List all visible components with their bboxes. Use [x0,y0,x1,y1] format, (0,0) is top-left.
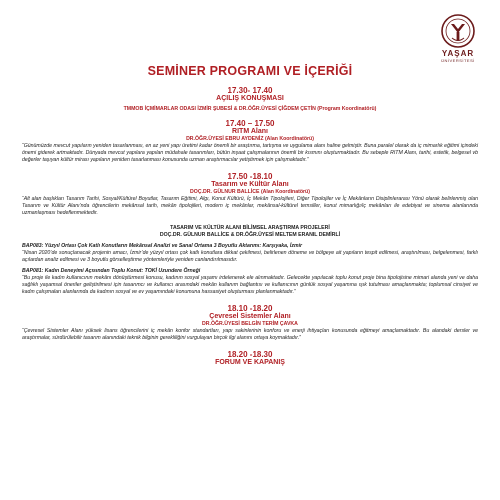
section-design-culture [22,172,478,217]
environmental-heading: Çevresel Sistemler Alanı [209,313,291,320]
environmental-time: 18.10 -18.20 [227,304,273,313]
opening-time: 17.30- 17.40 [227,86,273,95]
program-content [22,86,478,367]
projects-researchers: DOÇ.DR. GÜLNUR BALLİCE & DR.ÖĞR.ÜYESİ MELTEM ERANIL DEMİRLİ [159,232,341,238]
logo-brand: YAŞAR [441,49,475,58]
ritm-heading: RITM Alanı [232,128,268,135]
environmental-description: “Çevresel Sistemler Alanı yüksek lisans öğrencilerini iç mekân konfor standartları, yapı sakinlerinin konforu ve enerji ihtiyaçları konusunda eğitmeyi amaçlamaktadır. Bu alandaki dersler ve araştırmalar, sürdürülebilir tasarım alanındaki teknik bilginin gerekliliğini vurgulayan birçok ilgi alanını ortaya koymaktadır.” [22,328,478,341]
page-title: SEMİNER PROGRAMI VE İÇERİĞİ [147,64,353,78]
section-ritm [22,119,478,164]
design-culture-heading: Tasarım ve Kültür Alanı [211,181,289,188]
university-logo [434,14,482,63]
section-environmental [22,304,478,342]
ritm-coordinator: DR.ÖĞR.ÜYESİ EBRU AYDENİZ (Alan Koordinatörü) [186,136,314,142]
closing-time: 18.20 -18.30 [227,350,273,359]
bap081-title: BAP081: Kadın Deneyimi Açısından Toplu Konut: TOKİ Uzundere Örneği [22,268,201,274]
bap081-description: “Bu proje ile kadın kullanıcının mekânı dönüştürmesi konusu, kadının sosyal yaşamı irdelenerek ele alınmaktadır. Gelecekte yapılacak toplu konut proje bina tipolojisine mimari alanda yeni ve daha sağlıklı yaşamsal öneriler geliştirilmesi için tasarımcı ve kullanıcı arasındaki mekân kullanım bağlantısı ve kullanıcının günlük sosyal yaşamına ışık tutulması amaçlanmakta; toplumsal cinsiyet ve kadın çalışmaları alanlarında da kadının sosyal ve ev yaşamındaki konumuna hassasiyet oluşturması planlanmaktadır.” [22,275,478,295]
yasar-emblem-icon [441,14,475,48]
environmental-coordinator: DR.ÖĞR.ÜYESİ BELGİN TERİM ÇAVKA [202,321,298,327]
bap083-title: BAP083: Yüzyıl Ortası Çok Katlı Konutların Mekânsal Analizi ve Sanal Ortama 3 Boyutlu Aktarımı: Karşıyaka, İzmir [22,243,303,249]
logo-sub: ÜNİVERSİTESİ [441,58,475,63]
section-closing [22,350,478,367]
section-opening [22,86,478,113]
ritm-description: “Günümüzde mevcut yapıların yeniden tasarlanması, en az yeni yapı üretimi kadar önemli bir araştırma, tartışma ve uygulama alanı haline gelmiştir. Buna paralel olarak da iç mimarlık eğitimi içindeki önemi giderek artmaktadır. Dünyada mevcut yapılara yapılan müdahale tasarımları, bütün inşaat çalışmalarının önemli bir kısmını oluşturmaktadır. Bu sebeple RITM Alanı, tarihi, estetik, belgesel vb değerler taşıyan kültür mirası yapıların yeniden tasarlanması konusunda uzman araştırmacılar yetiştirmek için çalışmaktadır.” [22,143,478,163]
design-culture-description: “Alt alan başlıkları Tasarım Tarihi, Sosyal/Kültürel Boyutlar, Tasarım Eğitimi, Algı, Konut Kültürü, İç Mekân Tipolojileri, Diğer Tipolojiler ve İç Mekânların Disiplinlerarası Yönü olarak belirlenmiş olan Tasarım ve Kültür Alanı’nda öğrencilerin mekânsal tarih, mekân tipolojileri, modern iç mekânlar, mekânsal-kültürel temsiller, konut mimarlığı/iç mekânları ile edebiyat ve sinema alanlarında uzmanlaşması hedeflenmektedir. [22,196,478,216]
bap083-description: “Nisan 2020’de sonuçlanacak projenin amacı, İzmir’de yüzyıl ortası çok katlı konutlara dikkat çekilmesi, belirlenen döneme ve bölgeye ait yapıların tespit edilmesi, araştırılması, belgelenmesi, farklı açılardan analiz edilmesi ve 3 boyutlu görselleştirme yöntemleriyle yeniden canlandırılmasıdır. [22,250,478,263]
projects-heading: TASARIM VE KÜLTÜR ALANI BİLİMSEL ARAŞTIRMA PROJELERİ [170,225,330,231]
ritm-time: 17.40 – 17.50 [225,119,275,128]
design-culture-time: 17.50 -18.10 [227,172,273,181]
closing-heading: FORUM VE KAPANIŞ [215,359,285,366]
section-research-projects [22,225,478,296]
opening-speakers: TMMOB İÇMİMARLAR ODASI İZMİR ŞUBESİ & DR.ÖĞR.ÜYESİ ÇİĞDEM ÇETİN (Program Koordinatörü) [123,106,377,112]
opening-heading: AÇILIŞ KONUŞMASI [216,95,284,102]
design-culture-coordinator: DOÇ.DR. GÜLNUR BALLİCE (Alan Koordinatörü) [190,189,310,195]
